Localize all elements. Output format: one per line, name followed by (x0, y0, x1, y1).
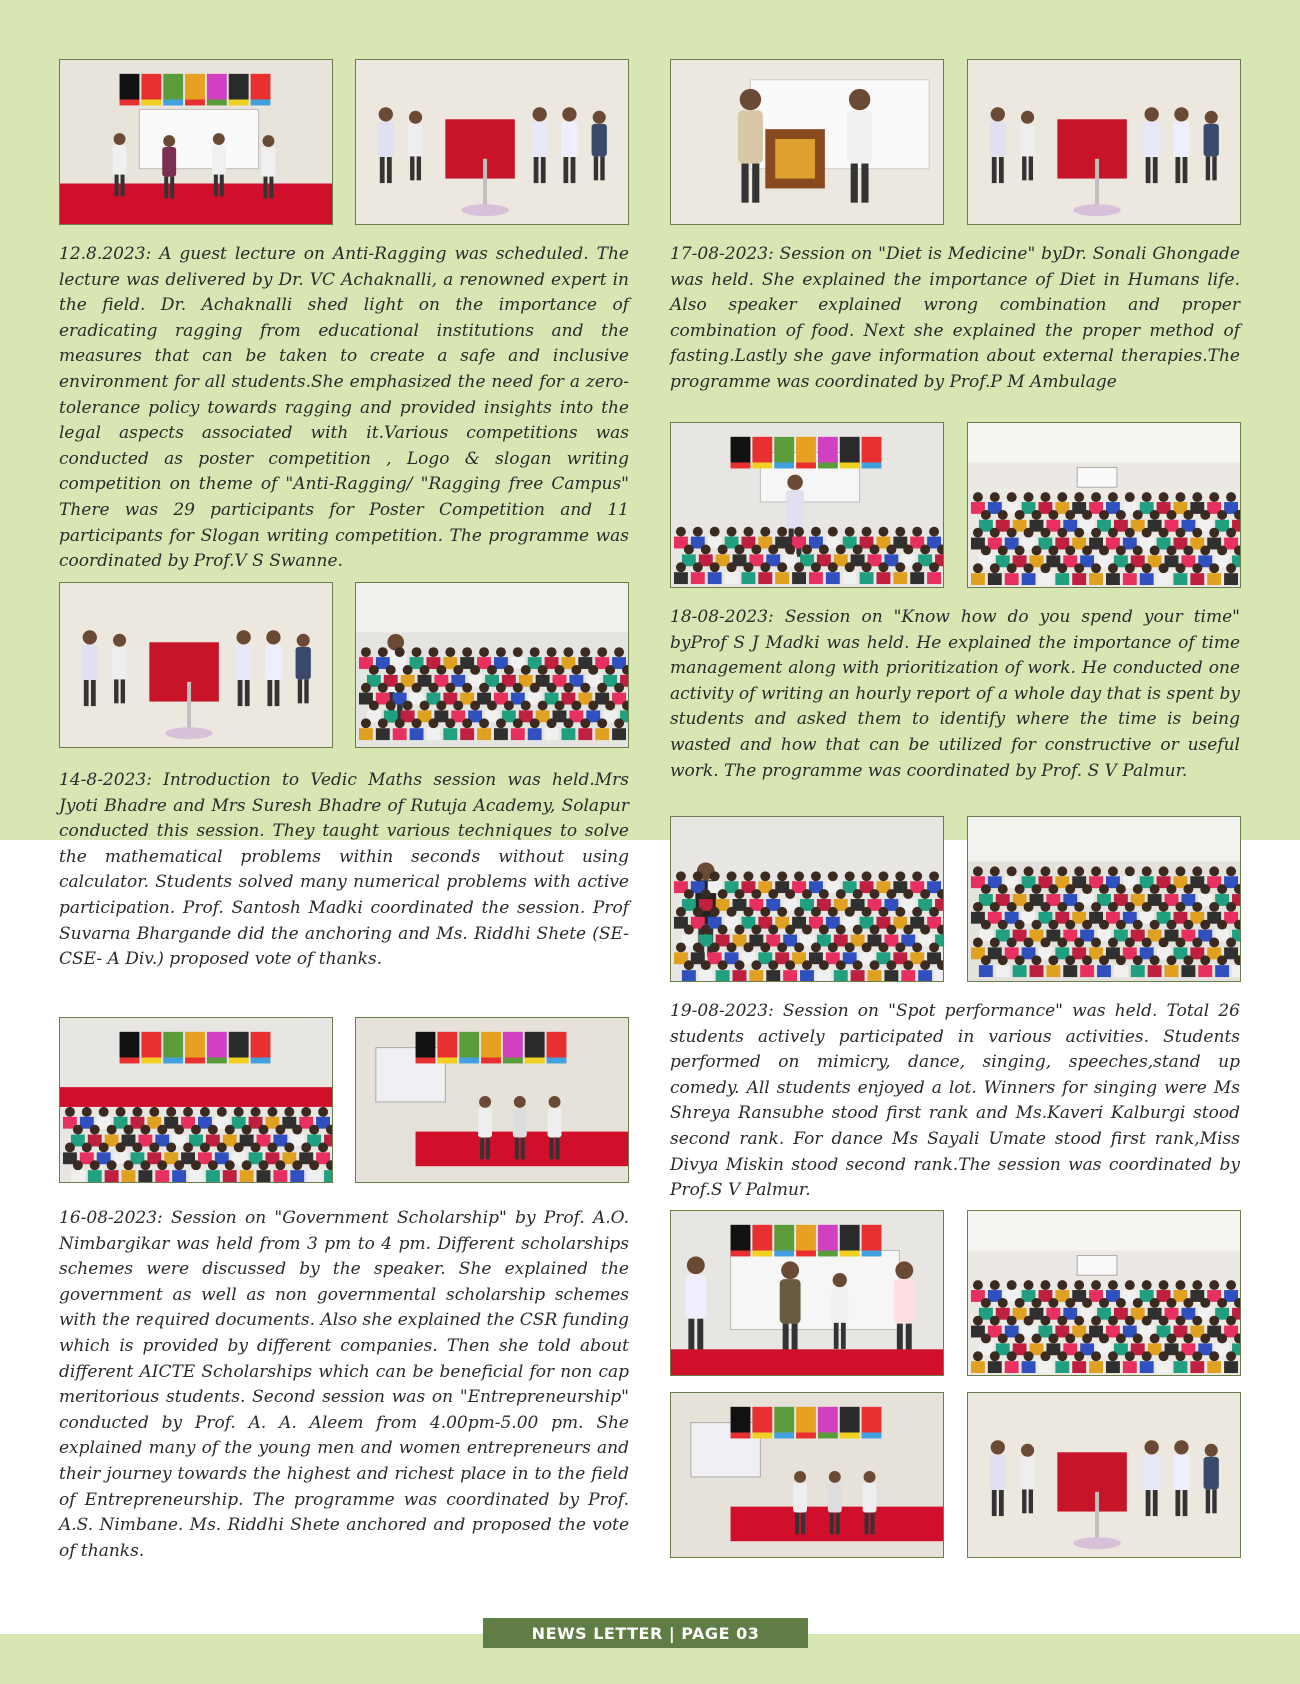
photo-icon (671, 423, 943, 587)
photo-icon (968, 1211, 1240, 1375)
photo-icon (968, 423, 1240, 587)
photo-icon (968, 1393, 1240, 1557)
photo-icon (356, 1018, 628, 1182)
event-photo (59, 1017, 333, 1183)
event-photo (967, 59, 1241, 225)
scholarship-paragraph: 16-08-2023: Session on "Government Scholarship" by Prof. A.O. Nimbargikar was held from 3 pm to 4 pm. Different scholarships schemes were discussed by the speaker. She explained the government as well as non governmental scholarship schemes with the required documents. Also she explained the CSR funding which is provided by different companies. Then she told about different AICTE Scholarships which can be beneficial for non cap meritorious students. Second session was on "Entrepreneurship" conducted by Prof. A. A. Aleem from 4.00pm-5.00 pm. She explained many of the young men and women entrepreneurs and their journey towards the highest and richest place in to the field of Entrepreneurship. The programme was coordinated by Prof. A.S. Nimbane. Ms. Riddhi Shete anchored and proposed the vote of thanks. (59, 1208, 629, 1561)
time-management-paragraph: 18-08-2023: Session on "Know how do you spend your time" byProf S J Madki was held. He explained the importance of time management along with prioritization of work. He conducted one activity of writing an hourly report of a whole day that is spent by students and asked them to identify where the time is being wasted and how that can be utilized for constructive or useful work. The programme was coordinated by Prof. S V Palmur. (670, 607, 1240, 781)
photo-icon (356, 60, 628, 224)
event-photo (967, 422, 1241, 588)
photo-icon (671, 1393, 943, 1557)
event-photo (967, 1392, 1241, 1558)
event-photo (355, 59, 629, 225)
photo-icon (968, 60, 1240, 224)
photo-icon (968, 817, 1240, 981)
event-photo (670, 816, 944, 982)
photo-icon (671, 817, 943, 981)
event-photo (670, 59, 944, 225)
event-photo (355, 1017, 629, 1183)
photo-icon (671, 1211, 943, 1375)
photo-icon (356, 583, 628, 747)
photo-icon (60, 60, 332, 224)
event-photo (670, 422, 944, 588)
diet-paragraph: 17-08-2023: Session on "Diet is Medicine" byDr. Sonali Ghongade was held. She explained the importance of Diet in Humans life. Also speaker explained wrong combination and proper combination of food. Next she explained the proper method of fasting.Lastly she gave information about external therapies.The programme was coordinated by Prof.P M Ambulage (670, 244, 1240, 392)
event-photo (967, 816, 1241, 982)
event-photo (670, 1392, 944, 1558)
photo-icon (60, 583, 332, 747)
photo-icon (60, 1018, 332, 1182)
spot-performance-paragraph: 19-08-2023: Session on "Spot performance" was held. Total 26 students actively participated in various activities. Students performed on mimicry, dance, singing, speeches,stand up comedy. All students enjoyed a lot. Winners for singing were Ms Shreya Ransubhe stood first rank and Ms.Kaveri Kalburgi stood second rank. For dance Ms Sayali Umate stood first rank,Miss Divya Miskin stood second rank.The session was coordinated by Prof.S V Palmur. (670, 1001, 1240, 1201)
event-photo (355, 582, 629, 748)
event-photo (59, 59, 333, 225)
guest-lecture-paragraph: 12.8.2023: A guest lecture on Anti-Ragging was scheduled. The lecture was delivered by Dr. VC Achaknalli, a renowned expert in the field. Dr. Achaknalli shed light on the importance of eradicating ragging from educational institutions and the measures that can be taken to create a safe and inclusive environment for all students.She emphasized the need for a zero-tolerance policy towards ragging and provided insights into the legal aspects associated with it.Various competitions was conducted as poster competition , Logo & slogan writing competition on theme of "Anti-Ragging/ "Ragging free Campus" There was 29 participants for Poster Competition and 11 participants for Slogan writing competition. The programme was coordinated by Prof.V S Swanne. (59, 244, 629, 572)
event-photo (59, 582, 333, 748)
photo-icon (671, 60, 943, 224)
vedic-maths-paragraph: 14-8-2023: Introduction to Vedic Maths session was held.Mrs Jyoti Bhadre and Mrs Suresh Bhadre of Rutuja Academy, Solapur conducted this session. They taught various techniques to solve the mathematical problems within seconds without using calculator. Students solved many numerical problems with active participation. Prof. Santosh Madki coordinated the session. Prof Suvarna Bhargande did the anchoring and Ms. Riddhi Shete (SE-CSE- A Div.) proposed vote of thanks. (59, 770, 629, 970)
event-photo (670, 1210, 944, 1376)
footer-page-label: NEWS LETTER | PAGE 03 (483, 1618, 808, 1648)
event-photo (967, 1210, 1241, 1376)
